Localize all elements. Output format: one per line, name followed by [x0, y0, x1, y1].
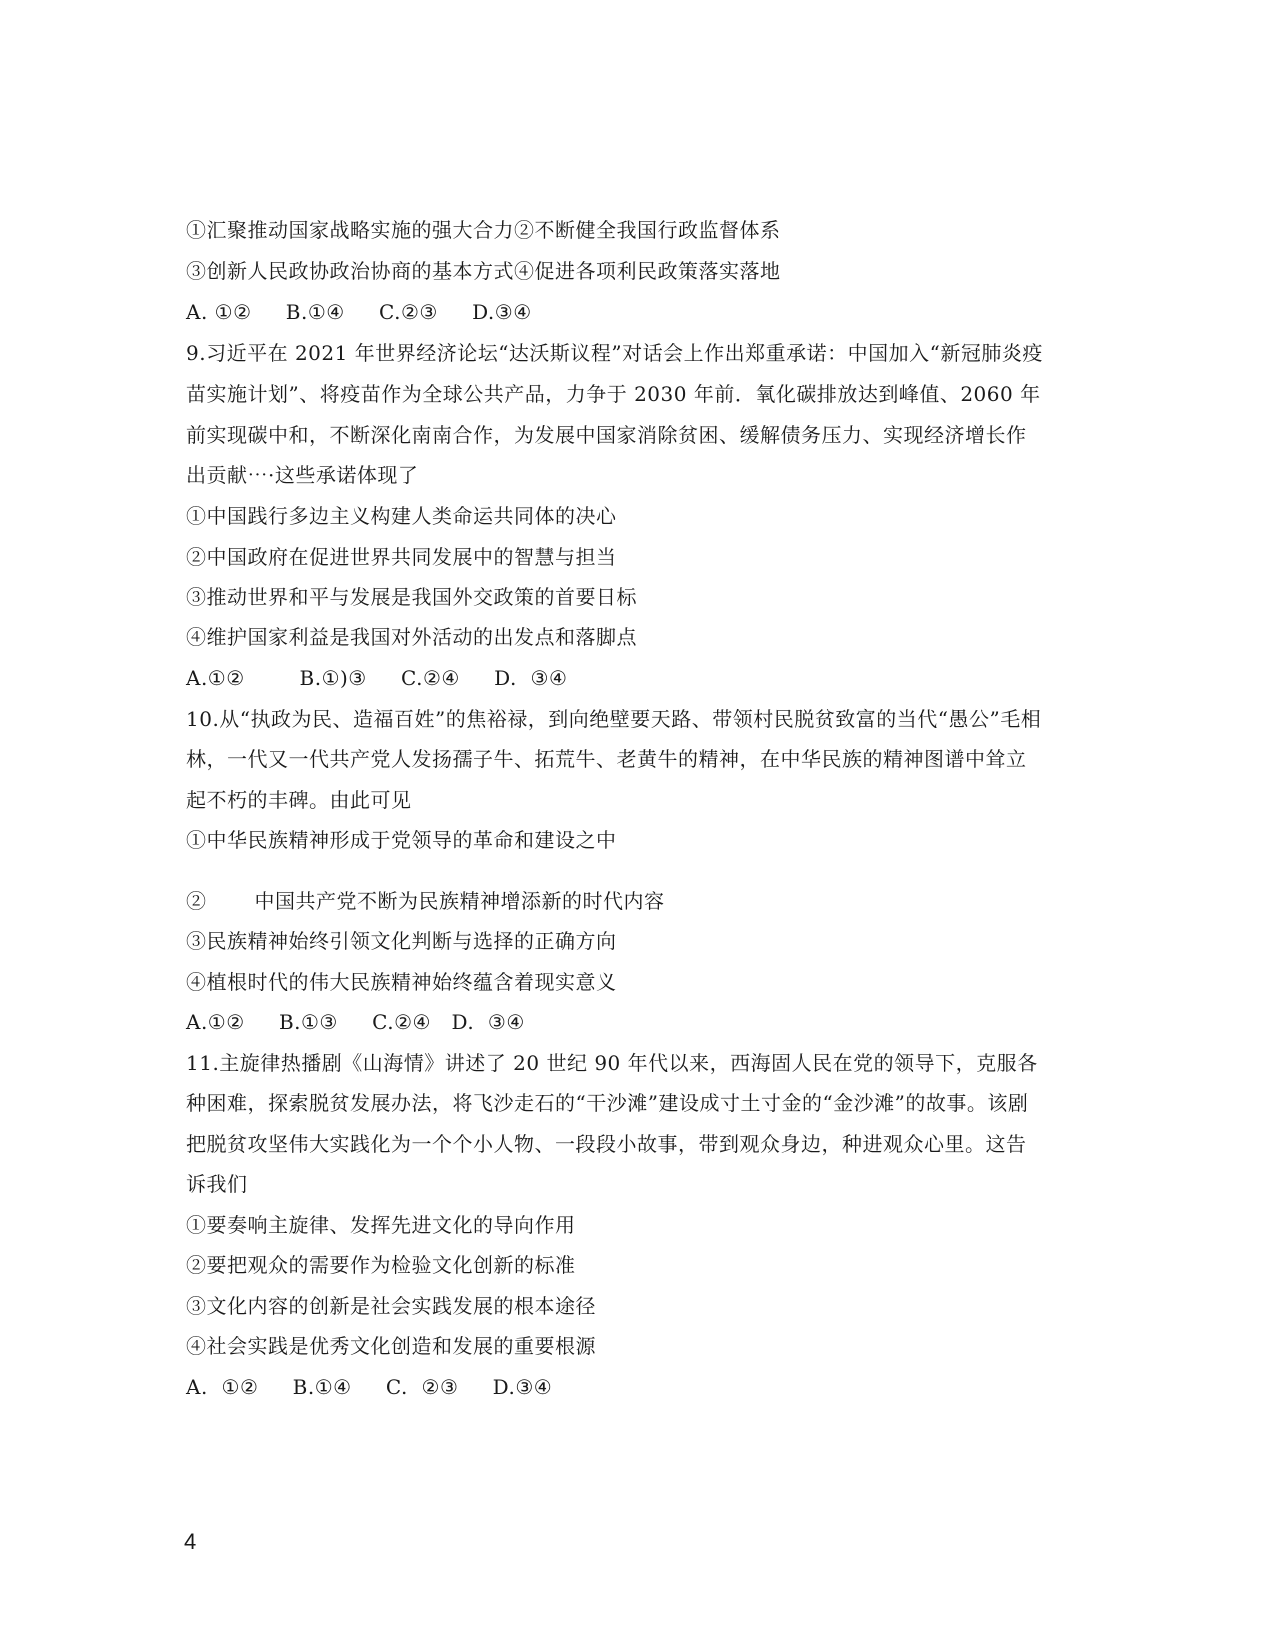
text-line: ③创新人民政协政治协商的基本方式④促进各项利民政策落实落地 — [186, 259, 781, 283]
question-9-text: 前实现碳中和，不断深化南南合作，为发展中国家消除贫困、缓解债务压力、实现经济增长作 — [186, 423, 1027, 447]
question-11-text: 11.主旋律热播剧《山海情》讲述了 20 世纪 90 年代以来，西海固人民在党的领导下，克服各 — [186, 1051, 1038, 1075]
answer-options: A.①② B.①)③ C.②④ D. ③④ — [186, 666, 568, 690]
answer-options: A. ①② B.①④ C.②③ D.③④ — [186, 300, 532, 324]
option-statement: ② 中国共产党不断为民族精神增添新的时代内容 — [186, 889, 665, 913]
question-10-text: 起不朽的丰碑。由此可见 — [186, 788, 412, 812]
option-statement: ④维护国家利益是我国对外活动的出发点和落脚点 — [186, 625, 637, 649]
question-9-text: 9.习近平在 2021 年世界经济论坛“达沃斯议程”对话会上作出郑重承诺：中国加入“新冠肺炎疫 — [186, 341, 1043, 365]
question-11-text: 诉我们 — [186, 1172, 248, 1196]
question-11-text: 把脱贫攻坚伟大实践化为一个个小人物、一段段小故事，带到观众身边，种进观众心里。这告 — [186, 1132, 1027, 1156]
question-10-text: 10.从“执政为民、造福百姓”的焦裕禄，到向绝壁要天路、带领村民脱贫致富的当代“愚公”毛相 — [186, 707, 1042, 731]
answer-options: A.①② B.①③ C.②④ D. ③④ — [186, 1010, 525, 1034]
option-statement: ④社会实践是优秀文化创造和发展的重要根源 — [186, 1334, 596, 1358]
option-statement: ①要奏响主旋律、发挥先进文化的导向作用 — [186, 1213, 576, 1237]
option-statement: ③推动世界和平与发展是我国外交政策的首要日标 — [186, 585, 637, 609]
option-statement: ④植根时代的伟大民族精神始终蕴含着现实意义 — [186, 970, 617, 994]
option-statement: ①中华民族精神形成于党领导的革命和建设之中 — [186, 828, 617, 852]
answer-options: A. ①② B.①④ C. ②③ D.③④ — [186, 1375, 553, 1399]
question-10-text: 林，一代又一代共产党人发扬孺子牛、拓荒牛、老黄牛的精神，在中华民族的精神图谱中耸立 — [186, 747, 1027, 771]
text-line: ①汇聚推动国家战略实施的强大合力②不断健全我国行政监督体系 — [186, 218, 781, 242]
question-11-text: 种困难，探索脱贫发展办法，将飞沙走石的“干沙滩”建设成寸土寸金的“金沙滩”的故事。该剧 — [186, 1091, 1029, 1115]
option-statement: ③文化内容的创新是社会实践发展的根本途径 — [186, 1294, 596, 1318]
page-number: 4 — [184, 1529, 197, 1554]
question-9-text: 出贡献⋯·这些承诺体现了 — [186, 463, 419, 487]
option-statement: ①中国践行多边主义构建人类命运共同体的决心 — [186, 504, 617, 528]
question-9-text: 苗实施计划”、将疫苗作为全球公共产品，力争于 2030 年前．氧化碳排放达到峰值、2060 年 — [186, 382, 1041, 406]
option-statement: ③民族精神始终引领文化判断与选择的正确方向 — [186, 929, 617, 953]
option-statement: ②中国政府在促进世界共同发展中的智慧与担当 — [186, 545, 617, 569]
option-statement: ②要把观众的需要作为检验文化创新的标准 — [186, 1253, 576, 1277]
